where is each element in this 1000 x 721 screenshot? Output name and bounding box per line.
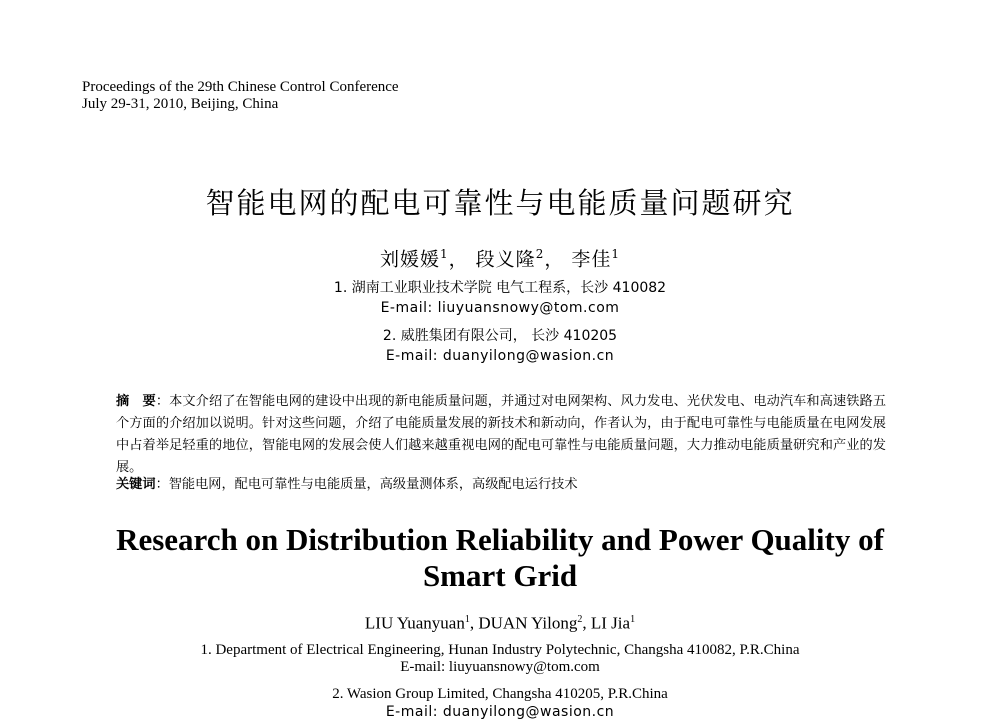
author-affiliation-mark: 1 <box>630 614 636 625</box>
author-separator: , <box>582 613 591 633</box>
author-affiliation-mark: 1 <box>464 614 470 625</box>
author-separator: ， <box>544 248 565 271</box>
english-email-2: E-mail: duanyilong@wasion.cn <box>385 704 615 720</box>
author-name: 刘媛媛 <box>379 248 440 271</box>
chinese-email-2: E-mail: duanyilong@wasion.cn <box>385 348 615 364</box>
chinese-keywords <box>116 474 886 496</box>
author-separator: , <box>469 613 479 633</box>
abstract-label: 摘 要 <box>116 394 156 409</box>
abstract-text: ：本文介绍了在智能电网的建设中出现的新电能质量问题，并通过对电网架构、风力发电、光伏发电、电动汽车和高速铁路五个方面的介绍加以说明。针对这些问题，介绍了电能质量发展的新技术和新动向，作者认为，由于配电可靠性与电能质量在电网发展中占着举足轻重的地位，智能电网的发展会使人们越来越重视电网的配电可靠性与电能质量问题，大力推动电能质量研究和产业的发展。 <box>116 394 887 475</box>
chinese-title: 智能电网的配电可靠性与电能质量问题研究 <box>205 186 795 220</box>
author-name: DUAN Yilong <box>478 613 578 633</box>
english-email-1: E-mail: liuyuansnowy@tom.com <box>400 659 600 675</box>
chinese-authors <box>0 241 1000 272</box>
author-affiliation-mark: 2 <box>577 614 583 625</box>
author-name: 李佳 <box>571 248 612 271</box>
proceedings-line-1: Proceedings of the 29th Chinese Control Conference <box>82 79 399 95</box>
proceedings-line-2: July 29-31, 2010, Beijing, China <box>82 96 279 112</box>
author-affiliation-mark: 1 <box>611 247 621 261</box>
english-title-line-2: Smart Grid <box>422 558 578 593</box>
author-affiliation-mark: 1 <box>439 247 449 261</box>
author-name: LI Jia <box>590 613 631 633</box>
chinese-abstract <box>116 391 886 479</box>
author-name: LIU Yuanyuan <box>364 613 465 633</box>
author-affiliation-mark: 2 <box>535 247 545 261</box>
chinese-affiliation-1: 1. 湖南工业职业技术学院 电气工程系，长沙 410082 <box>333 280 667 296</box>
author-separator: ， <box>448 248 469 271</box>
keywords-text: ：智能电网，配电可靠性与电能质量，高级量测体系，高级配电运行技术 <box>155 477 578 492</box>
author-name: 段义隆 <box>475 248 536 271</box>
english-affiliation-2: 2. Wasion Group Limited, Changsha 410205, P.R.China <box>332 686 668 702</box>
english-affiliation-1: 1. Department of Electrical Engineering, Hunan Industry Polytechnic, Changsha 410082, P.R.China <box>200 642 800 658</box>
chinese-email-1: E-mail: liuyuansnowy@tom.com <box>380 300 620 316</box>
english-authors <box>0 609 1000 635</box>
keywords-label: 关键词 <box>116 477 156 492</box>
english-title-line-1: Research on Distribution Reliability and Power Quality of <box>116 522 884 557</box>
english-title <box>0 522 1000 594</box>
chinese-affiliation-2: 2. 威胜集团有限公司， 长沙 410205 <box>382 328 618 344</box>
